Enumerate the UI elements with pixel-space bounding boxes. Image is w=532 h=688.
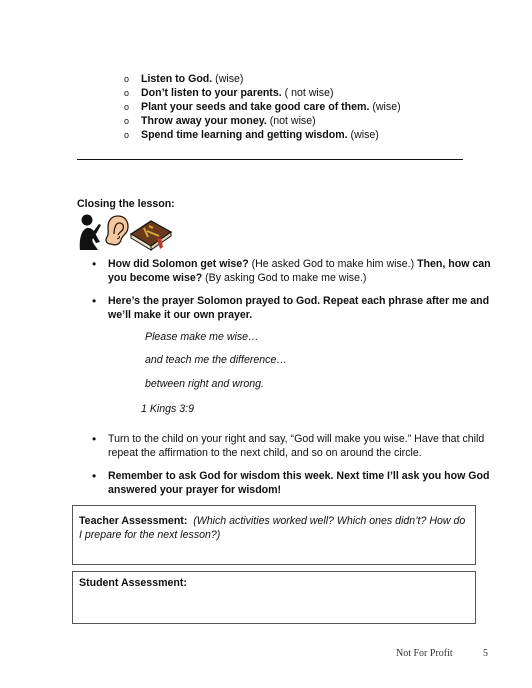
page-footer <box>396 648 488 658</box>
bible-icon <box>131 221 171 250</box>
list-item: o Throw away your money. (not wise) <box>124 115 316 127</box>
list-item: o Listen to God. (wise) <box>124 73 244 85</box>
student-assessment-label: Student Assessment: <box>79 577 187 589</box>
bullet-dot: • <box>92 469 97 483</box>
list-item: • Here’s the prayer Solomon prayed to God. Repeat each phrase after me and we’ll make it our own prayer. <box>92 294 490 321</box>
prayer-line: and teach me the difference… <box>145 354 287 366</box>
page-number: 5 <box>483 648 488 658</box>
bullet-dot: • <box>92 257 97 271</box>
list-marker: o <box>124 102 130 112</box>
bullet-dot: • <box>92 294 97 308</box>
teacher-assessment-label: Teacher Assessment: <box>79 515 188 527</box>
section-divider <box>77 159 463 160</box>
teacher-assessment-prompt: (Which activities worked well? Which ones didn’t? How do I prepare for the next lesson?) <box>79 515 466 541</box>
list-marker: o <box>124 88 130 98</box>
teacher-assessment-box <box>72 505 476 565</box>
ear-icon <box>106 216 128 245</box>
list-item: • Remember to ask God for wisdom this week. Next time I’ll ask you how God answered your prayer for wisdom! <box>92 469 490 496</box>
list-item: o Spend time learning and getting wisdom. (wise) <box>124 129 379 141</box>
student-assessment-box <box>72 571 476 624</box>
wise-choices-list <box>124 72 401 142</box>
list-marker: o <box>124 116 130 126</box>
footer-text: Not For Profit <box>396 648 453 658</box>
section-heading: Closing the lesson: <box>77 198 175 210</box>
prayer-line: Please make me wise… <box>145 331 259 343</box>
list-item: • Turn to the child on your right and say, “God will make you wise.” Have that child repeat the affirmation to the next child, and so on around the circle. <box>92 432 485 459</box>
bullet-dot: • <box>92 432 97 446</box>
list-item: o Don’t listen to your parents. ( not wise) <box>124 87 334 99</box>
list-item: o Plant your seeds and take good care of them. (wise) <box>124 101 401 113</box>
list-marker: o <box>124 74 130 84</box>
prayer-line: between right and wrong. <box>145 378 264 390</box>
list-marker: o <box>124 130 130 140</box>
scripture-reference: 1 Kings 3:9 <box>141 403 195 415</box>
closing-icons <box>75 212 175 252</box>
praying-child-icon <box>80 215 101 251</box>
list-item: • How did Solomon get wise? (He asked God to make him wise.) Then, how can you become wise? (By asking God to make me wise.) <box>92 257 491 284</box>
